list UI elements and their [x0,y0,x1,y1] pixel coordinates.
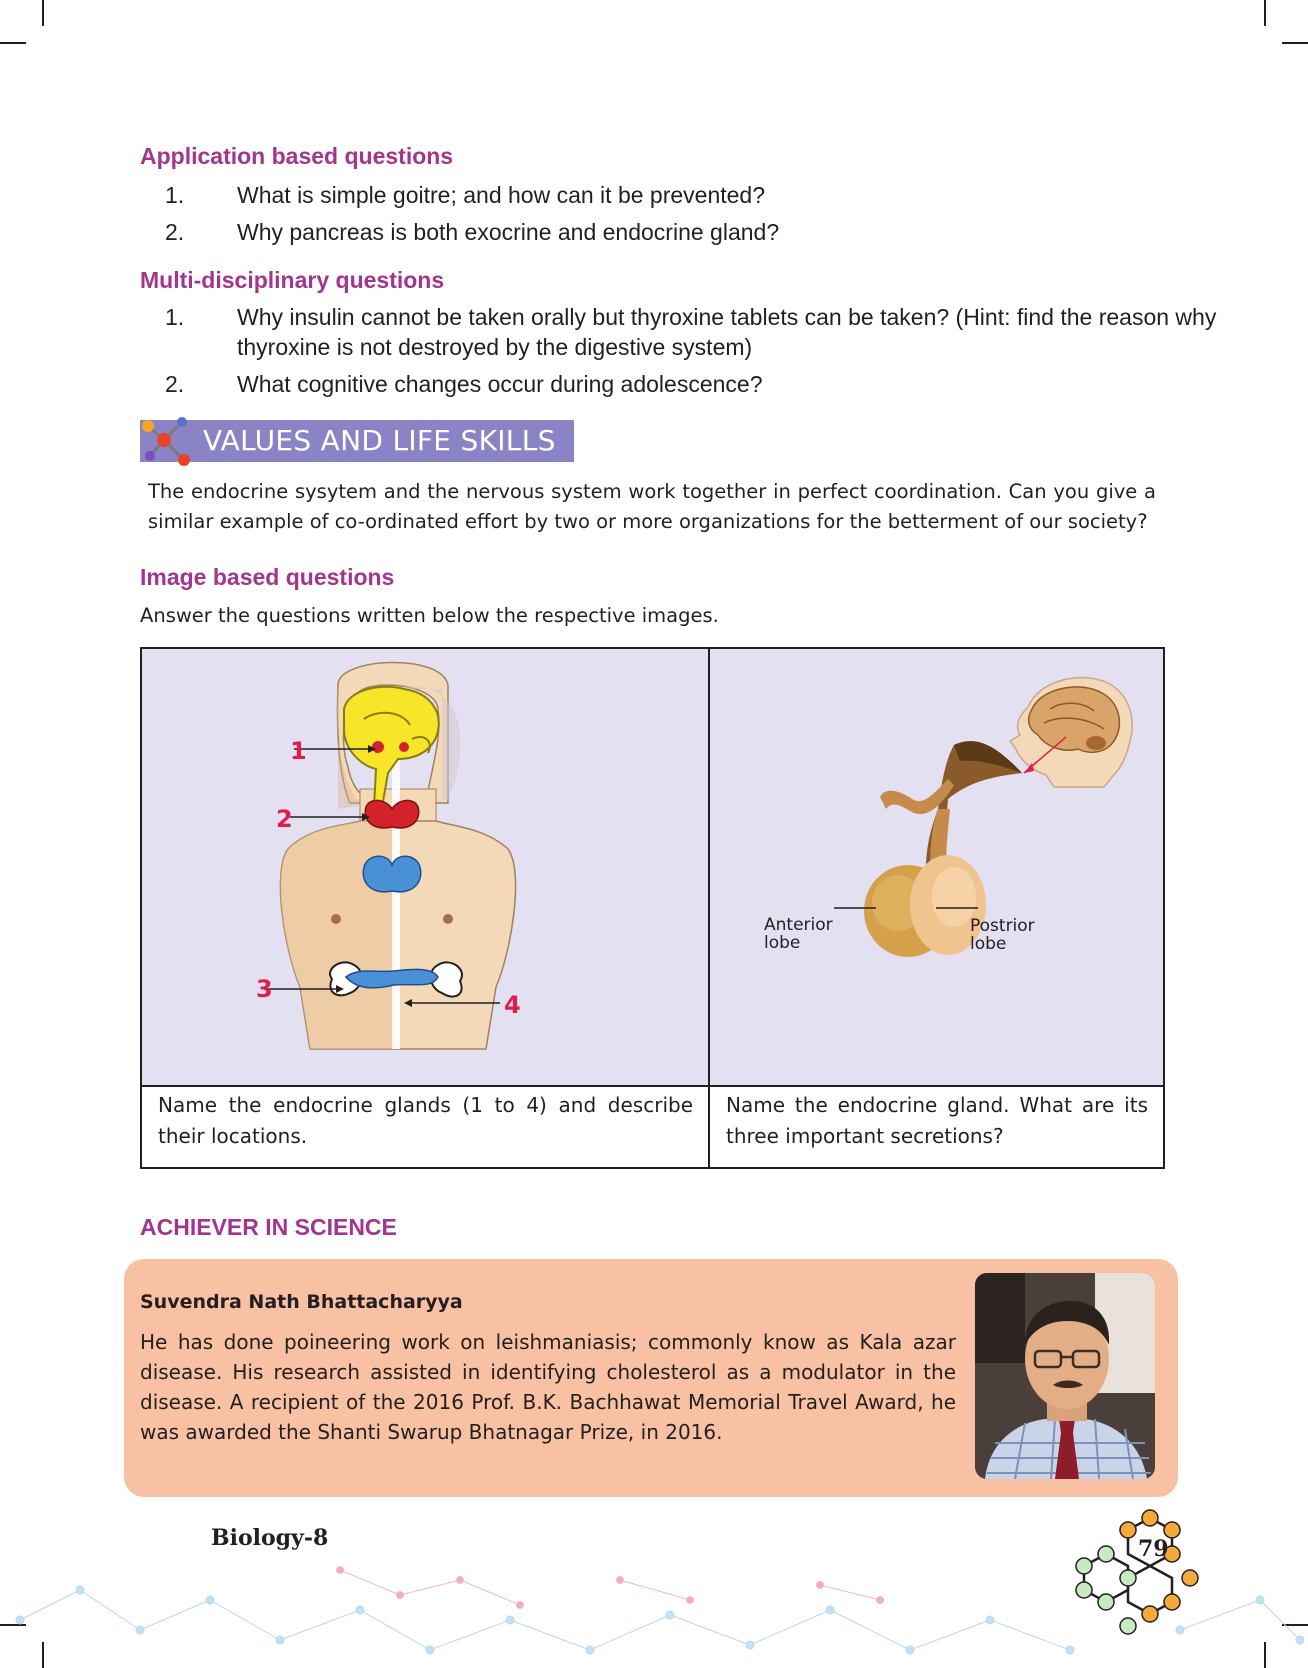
book-title: Biology-8 [211,1525,329,1551]
question-number: 2. [165,219,185,245]
values-title: VALUES AND LIFE SKILLS [203,424,556,457]
molecular-network-decoration [0,1500,1308,1668]
crop-mark [1282,42,1308,44]
gland-label-3: 3 [256,975,273,1003]
scientist-photo [975,1273,1155,1479]
achiever-bio: He has done poineering work on leishmaniasis; commonly know as Kala azar disease. His research assisted in identifying cholesterol as a modulator in the disease. A recipient of the 2016 Prof. B.K. Bachhawat Memorial Travel Award, he was awarded the Shanti Swarup Bhatnagar Prize, in 2016. [140,1330,956,1444]
crop-mark [0,42,26,44]
pituitary-gland-figure [710,649,1163,1085]
gland-label-1: 1 [290,737,307,765]
application-heading: Application based questions [140,143,454,169]
left-caption: Name the endocrine glands (1 to 4) and describe their locations. [158,1093,693,1148]
page-number: 79 [1138,1536,1169,1562]
achiever-name: Suvendra Nath Bhattacharyya [140,1291,463,1313]
question-text: What cognitive changes occur during adolescence? [237,371,763,397]
application-question-2 [165,217,1165,247]
posterior-lobe-label: Postrior lobe [970,916,1035,954]
gland-label-2: 2 [276,805,293,833]
question-number: 2. [165,371,185,397]
crop-mark [42,0,44,26]
anterior-lobe-label: Anterior lobe [764,915,833,953]
multidisciplinary-heading: Multi-disciplinary questions [140,267,445,293]
gland-label-4: 4 [504,991,521,1019]
multidisciplinary-question-2 [165,369,1165,399]
question-text: Why insulin cannot be taken orally but thyroxine tablets can be taken? (Hint: find the reason why thyroxine is not destroyed by the digestive system) [237,304,1217,360]
application-question-1 [165,180,1165,210]
table-divider [140,1085,1165,1087]
question-text: Why pancreas is both exocrine and endocrine gland? [237,219,780,245]
crop-mark [1264,0,1266,26]
endocrine-figure-cell [142,649,708,1085]
image-questions-heading: Image based questions [140,564,395,590]
values-text: The endocrine sysytem and the nervous system work together in perfect coordination. Can you give a similar example of co-ordinated effort by two or more organizations for the betterment of our society? [148,480,1156,533]
achiever-heading: ACHIEVER IN SCIENCE [140,1214,397,1240]
molecule-icon [136,412,196,470]
question-number: 1. [165,182,185,208]
question-number: 1. [165,304,185,330]
pituitary-figure-cell [710,649,1163,1085]
question-text: What is simple goitre; and how can it be prevented? [237,182,766,208]
endocrine-system-figure [142,649,708,1085]
multidisciplinary-question-1 [165,302,1217,362]
right-caption: Name the endocrine gland. What are its three important secretions? [726,1093,1148,1148]
image-questions-intro: Answer the questions written below the respective images. [140,604,719,627]
